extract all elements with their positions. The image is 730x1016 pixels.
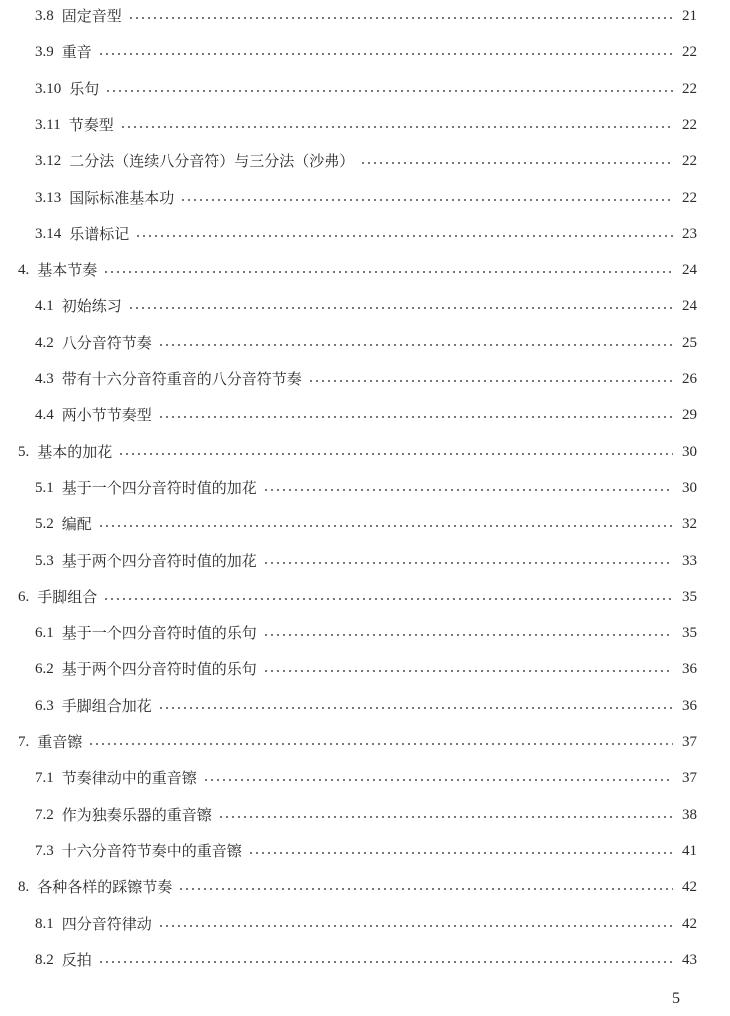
toc-entry-page: 30: [682, 443, 697, 460]
toc-entry-number: 3.13: [35, 189, 62, 206]
toc-entry-number: 5.: [18, 443, 30, 460]
toc-entry-page: 32: [682, 516, 697, 533]
toc-entry-number: 7.: [18, 734, 30, 750]
toc-entry-number: 4.1: [35, 298, 54, 315]
toc-entry-number: 4.2: [35, 334, 54, 351]
toc-entry-page: 38: [682, 806, 697, 823]
toc-entry-title: 乐句: [69, 79, 100, 98]
dot-leader: [98, 53, 673, 55]
toc-entry-title: 两小节节奏型: [61, 406, 152, 425]
toc-section-row[interactable]: [35, 76, 697, 102]
toc-entry-number: 3.8: [35, 8, 54, 24]
toc-chapter-row[interactable]: [18, 439, 697, 465]
dot-leader: [263, 562, 673, 564]
dot-leader: [158, 707, 673, 709]
dot-leader: [105, 90, 673, 92]
dot-leader: [360, 162, 673, 164]
toc-entry-page: 36: [682, 661, 697, 678]
toc-entry-title: 基本的加花: [37, 442, 113, 461]
toc-entry-page: 25: [682, 334, 697, 351]
toc-section-row[interactable]: [35, 402, 697, 428]
toc-entry-number: 3.9: [35, 44, 54, 61]
toc-section-row[interactable]: [35, 330, 697, 356]
toc-section-row[interactable]: [35, 656, 697, 682]
toc-entry-title: 八分音符节奏: [61, 333, 152, 352]
toc-chapter-row[interactable]: [18, 257, 697, 283]
toc-entry-title: 重音镲: [37, 733, 83, 751]
toc-section-row[interactable]: [35, 39, 697, 65]
toc-entry-page: 41: [682, 842, 697, 859]
toc-entry-number: 4.3: [35, 371, 54, 387]
toc-entry-page: 24: [682, 262, 697, 279]
toc-entry-title: 编配: [61, 515, 92, 534]
toc-entry-page: 22: [682, 189, 697, 206]
toc-entry-title: 国际标准基本功: [69, 188, 175, 207]
toc-entry-page: 22: [682, 44, 697, 61]
toc-entry-title: 四分音符律动: [61, 914, 152, 933]
dot-leader: [158, 925, 673, 927]
toc-entry-number: 5.2: [35, 516, 54, 533]
toc-section-row[interactable]: [35, 293, 697, 319]
toc-entry-title: 手脚组合: [37, 587, 98, 606]
toc-section-row[interactable]: [35, 765, 697, 791]
toc-entry-title: 反拍: [61, 950, 92, 969]
toc-section-row[interactable]: [35, 221, 697, 247]
toc-section-row[interactable]: [35, 511, 697, 537]
toc-entry-number: 8.: [18, 879, 30, 896]
dot-leader: [103, 598, 673, 600]
toc-section-row[interactable]: [35, 148, 697, 174]
dot-leader: [218, 816, 673, 818]
toc-section-row[interactable]: [35, 947, 697, 973]
toc-entry-title: 作为独奏乐器的重音镲: [61, 805, 212, 824]
toc-entry-page: 35: [682, 588, 697, 605]
dot-leader: [118, 453, 673, 455]
dot-leader: [263, 489, 673, 491]
toc-entry-title: 节奏律动中的重音镲: [61, 769, 197, 788]
dot-leader: [103, 271, 673, 273]
toc-entry-title: 基于一个四分音符时值的加花: [61, 478, 257, 497]
toc-entry-page: 23: [682, 225, 697, 242]
dot-leader: [88, 743, 673, 745]
dot-leader: [308, 380, 673, 382]
toc-section-row[interactable]: [35, 838, 697, 864]
dot-leader: [158, 416, 673, 418]
toc-entry-number: 5.3: [35, 552, 54, 569]
toc-entry-page: 24: [682, 298, 697, 315]
toc-entry-page: 26: [682, 371, 697, 387]
toc-section-row[interactable]: [35, 185, 697, 211]
toc-entry-page: 22: [682, 116, 697, 133]
toc-entry-number: 8.2: [35, 951, 54, 968]
toc-entry-page: 33: [682, 552, 697, 569]
dot-leader: [248, 852, 673, 854]
toc-entry-title: 固定音型: [61, 7, 122, 25]
toc-entry-page: 22: [682, 80, 697, 97]
toc-entry-page: 42: [682, 879, 697, 896]
toc-entry-title: 基于两个四分音符时值的乐句: [61, 660, 257, 679]
toc-entry-page: 37: [682, 770, 697, 787]
toc-entry-number: 5.1: [35, 479, 54, 496]
toc-entry-page: 30: [682, 479, 697, 496]
toc-section-row[interactable]: [35, 548, 697, 574]
toc-entry-number: 4.4: [35, 407, 54, 424]
toc-section-row[interactable]: [35, 3, 697, 29]
toc-entry-title: 乐谱标记: [69, 224, 130, 243]
dot-leader: [263, 634, 673, 636]
toc-entry-number: 3.14: [35, 225, 62, 242]
toc-entry-number: 3.10: [35, 80, 62, 97]
toc-chapter-row[interactable]: [18, 584, 697, 610]
toc-entry-number: 8.1: [35, 915, 54, 932]
toc-section-row[interactable]: [35, 802, 697, 828]
dot-leader: [203, 779, 673, 781]
toc-entry-title: 重音: [61, 43, 92, 62]
toc-entry-number: 3.12: [35, 153, 62, 170]
dot-leader: [98, 961, 673, 963]
toc-entry-title: 初始练习: [61, 297, 122, 316]
page-number: 5: [672, 990, 680, 1007]
toc-entry-number: 6.3: [35, 697, 54, 714]
toc-chapter-row[interactable]: [18, 874, 697, 900]
dot-leader: [180, 199, 673, 201]
toc-entry-number: 6.2: [35, 661, 54, 678]
toc-entry-number: 7.1: [35, 770, 54, 787]
dot-leader: [263, 670, 673, 672]
toc-entry-number: 6.: [18, 588, 30, 605]
toc-entry-title: 基于一个四分音符时值的乐句: [61, 624, 257, 643]
toc-entry-title: 二分法（连续八分音符）与三分法（沙弗）: [69, 152, 355, 171]
toc-section-row[interactable]: [35, 475, 697, 501]
toc-entry-page: 21: [682, 8, 697, 24]
toc-entry-title: 基于两个四分音符时值的加花: [61, 551, 257, 570]
dot-leader: [135, 235, 673, 237]
toc-chapter-row[interactable]: [18, 729, 697, 755]
toc-entry-number: 7.2: [35, 806, 54, 823]
toc-section-row[interactable]: [35, 693, 697, 719]
toc-entry-number: 6.1: [35, 625, 54, 642]
toc-entry-page: 35: [682, 625, 697, 642]
toc-section-row[interactable]: [35, 620, 697, 646]
dot-leader: [128, 307, 673, 309]
toc-entry-page: 42: [682, 915, 697, 932]
toc-section-row[interactable]: [35, 366, 697, 392]
toc-entry-title: 基本节奏: [37, 261, 98, 280]
toc-entry-title: 节奏型: [68, 115, 114, 134]
toc-entry-page: 43: [682, 951, 697, 968]
toc-section-row[interactable]: [35, 112, 697, 138]
dot-leader: [98, 525, 673, 527]
toc-entry-number: 3.11: [35, 116, 61, 133]
dot-leader: [120, 126, 673, 128]
dot-leader: [178, 888, 673, 890]
toc-entry-title: 各种各样的踩镲节奏: [37, 878, 173, 897]
toc-entry-title: 带有十六分音符重音的八分音符节奏: [61, 370, 302, 388]
toc-entry-number: 7.3: [35, 842, 54, 859]
toc-entry-page: 22: [682, 153, 697, 170]
toc-entry-title: 手脚组合加花: [61, 696, 152, 715]
dot-leader: [158, 344, 673, 346]
toc-entry-title: 十六分音符节奏中的重音镲: [61, 841, 242, 860]
dot-leader: [128, 17, 673, 19]
toc-entry-page: 37: [682, 734, 697, 750]
toc-section-row[interactable]: [35, 911, 697, 937]
toc-entry-page: 29: [682, 407, 697, 424]
toc-entry-number: 4.: [18, 262, 30, 279]
toc-entry-page: 36: [682, 697, 697, 714]
